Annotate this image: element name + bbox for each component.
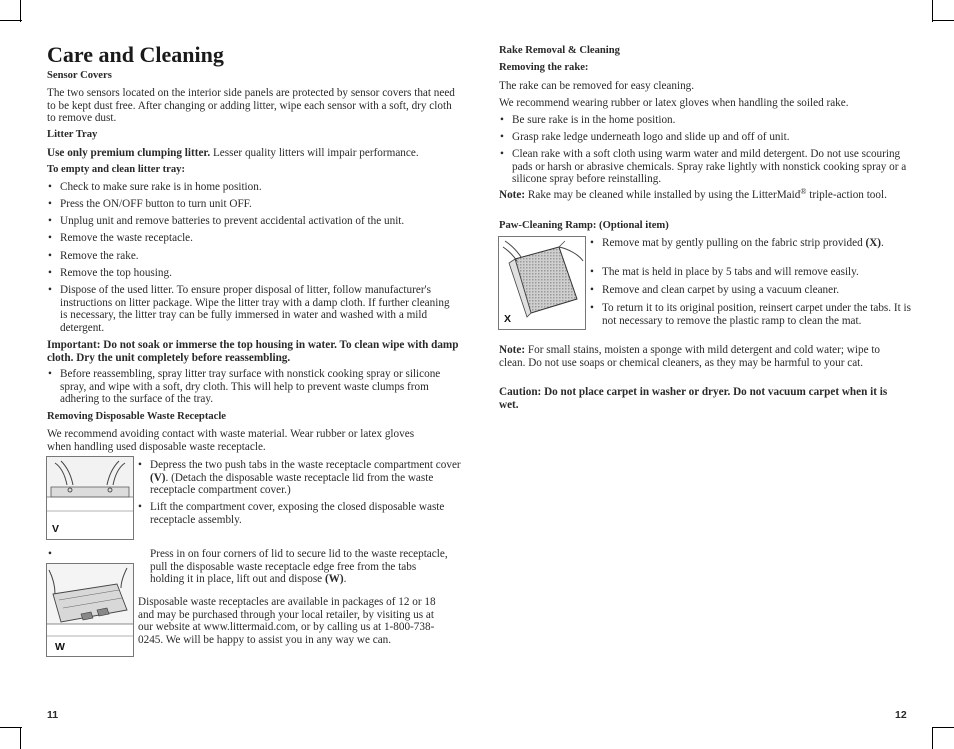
empty-step: • Dispose of the used litter. To ensure proper disposal of litter, follow manufacturer's instructions on litter package. Wipe the litter tray with a damp cloth. If further cleaning is necessary, the litter tray can be fully immersed in water and washed with a mild detergent.	[47, 284, 459, 334]
figure-w-illustration	[46, 563, 134, 657]
figure-w-label: W	[55, 641, 65, 653]
litter-tray-rest: Lesser quality litters will impair performance.	[210, 147, 419, 159]
page-number-left: 11	[47, 709, 59, 721]
reassemble-step: • Before reassembling, spray litter tray surface with nonstick cooking spray or silicone spray, and wipe with a soft, dry cloth. This will help to prevent waste clumps from adhering to the surface of the tray.	[47, 368, 445, 406]
waste-receptacle-heading: Removing Disposable Waste Receptacle	[47, 411, 226, 422]
paw-ramp-heading: Paw-Cleaning Ramp: (Optional item)	[499, 220, 669, 231]
note-label: Note:	[499, 189, 526, 201]
litter-tray-heading: Litter Tray	[47, 129, 98, 140]
crop-mark	[932, 0, 933, 22]
figure-v-label: V	[52, 523, 60, 535]
receptacle-cover-drawing	[47, 457, 133, 539]
figure-ref: (W)	[324, 573, 344, 586]
paw-step: • The mat is held in place by 5 tabs and will remove easily.	[589, 266, 922, 279]
paw-step: • To return it to its original position, reinsert carpet under the tabs. It is not necessary to remove the plastic ramp to clean the mat.	[589, 302, 922, 327]
litter-tray-text	[47, 147, 459, 160]
rake-note	[499, 189, 909, 202]
figure-ref: (V)	[150, 471, 166, 484]
waste-step	[137, 459, 472, 497]
waste-step-text: Press in on four corners of lid to secure lid to the waste receptacle, pull the disposable waste receptacle edge free from the tabs holding it in place, lift out and dispose	[150, 548, 448, 586]
crop-mark	[20, 727, 21, 749]
page-title: Care and Cleaning	[47, 42, 224, 67]
rake-text: The rake can be removed for easy cleaning.	[499, 80, 695, 92]
removing-rake-heading: Removing the rake:	[499, 62, 589, 73]
empty-step: • Press the ON/OFF button to turn unit OFF.	[47, 198, 459, 211]
empty-tray-heading: To empty and clean litter tray:	[47, 164, 185, 175]
waste-receptacle-intro: We recommend avoiding contact with waste material. Wear rubber or latex gloves when handling used disposable waste receptacle.	[47, 428, 415, 453]
empty-step: • Remove the top housing.	[47, 267, 459, 280]
stain-note	[499, 344, 892, 369]
note-text: For small stains, moisten a sponge with mild detergent and cold water; wipe to clean. Do not use soaps or chemical cleaners, as they may be harmful to your cat.	[499, 344, 881, 369]
crop-mark	[932, 727, 933, 749]
caution-warning: Caution: Do not place carpet in washer or dryer. Do not vacuum carpet when it is wet.	[499, 386, 888, 411]
paw-step	[589, 237, 912, 250]
waste-step-text: Depress the two push tabs in the waste receptacle compartment cover	[150, 459, 461, 471]
bullet-glyph: •	[48, 548, 52, 560]
empty-step: • Check to make sure rake is in home position.	[47, 181, 459, 194]
crop-mark	[932, 20, 954, 21]
rake-step: • Be sure rake is in the home position.	[499, 114, 909, 127]
crop-mark	[0, 727, 22, 728]
figure-x-illustration	[498, 236, 586, 330]
empty-step: • Unplug unit and remove batteries to prevent accidental activation of the unit.	[47, 215, 472, 228]
waste-step-text: .	[343, 573, 347, 586]
page-number-right: 12	[895, 709, 907, 721]
figure-x-label: X	[504, 313, 512, 325]
rake-heading: Rake Removal & Cleaning	[499, 45, 620, 56]
waste-step: • Lift the compartment cover, exposing the closed disposable waste receptacle assembly.	[137, 501, 465, 526]
empty-step: • Remove the waste receptacle.	[47, 232, 459, 245]
empty-step: • Remove the rake.	[47, 250, 459, 263]
crop-mark	[0, 20, 22, 21]
rake-step: • Clean rake with a soft cloth using warm water and mild detergent. Do not use scouring pads or harsh or abrasive chemicals. Spray rake lightly with nonstick cooking spray or a silicone spray before reinstalling.	[499, 148, 922, 186]
note-text: Rake may be cleaned while installed by using the LitterMaid	[525, 189, 801, 201]
registered-mark: ®	[800, 187, 807, 196]
sensor-covers-heading: Sensor Covers	[47, 70, 112, 81]
waste-step-w	[150, 548, 450, 586]
rake-text: We recommend wearing rubber or latex gloves when handling the soiled rake.	[499, 97, 849, 109]
sensor-covers-text: The two sensors located on the interior side panels are protected by sensor covers that need to be kept dust free. After changing or adding litter, wipe each sensor with a soft, dry cloth to remove dust.	[47, 87, 455, 125]
figure-v-illustration	[46, 456, 134, 540]
paw-step-text: Remove mat by gently pulling on the fabric strip provided	[602, 237, 866, 249]
note-label: Note:	[499, 344, 526, 356]
paw-mat-drawing	[499, 237, 585, 329]
figure-ref: (X)	[865, 237, 882, 249]
note-text: triple-action tool.	[806, 189, 887, 201]
receptacle-availability-note: Disposable waste receptacles are available in packages of 12 or 18 and may be purchased through your local retailer, by visiting us at our website at www.littermaid.com, or by calling us at 1-800-738-0245. We will be happy to assist you in any way we can.	[138, 596, 436, 646]
important-warning: Important: Do not soak or immerse the top housing in water. To clean wipe with damp cloth. Dry the unit completely before reassembling.	[47, 339, 459, 364]
waste-step-text: . (Detach the disposable waste receptacle lid from the waste receptacle compartment cover.)	[150, 471, 434, 497]
litter-tray-bold: Use only premium clumping litter.	[47, 147, 211, 159]
paw-step: • Remove and clean carpet by using a vacuum cleaner.	[589, 284, 922, 297]
paw-step-text: .	[881, 237, 884, 249]
crop-mark	[20, 0, 21, 22]
rake-step: • Grasp rake ledge underneath logo and slide up and off of unit.	[499, 131, 909, 144]
crop-mark	[932, 727, 954, 728]
